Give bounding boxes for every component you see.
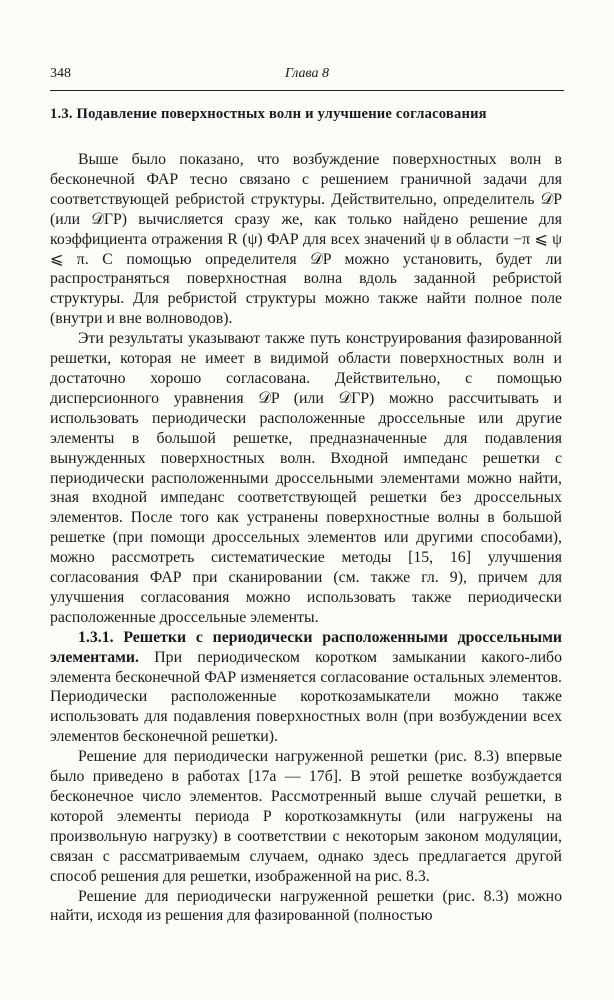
paragraph: Выше было показано, что возбуждение поверхностных волн в бесконечной ФАР тесно связано с решением граничной задачи для соответствующей ребристой структуры. Действительно, определитель 𝒟P (или 𝒟ΓP) вычисляется сразу же, как только найдено решение для коэффициента отражения R (ψ) ФАР для всех значений ψ в области −π ⩽ ψ ⩽ π. С помощью определителя 𝒟P можно установить, будет ли распространяться поверхностная волна вдоль заданной ребристой структуры. Для ребристой структуры можно также найти полное поле (внутри и вне волноводов).: [50, 151, 562, 328]
page-number: 348: [50, 66, 71, 81]
paragraph: Эти результаты указывают также путь конструирования фазированной решетки, которая не имеет в видимой области поверхностных волн и достаточно хорошо согласована. Действительно, с помощью дисперсионного уравнения 𝒟P (или 𝒟ΓP) можно рассчитывать и использовать периодически расположенные дроссельные или другие элементы в большой решетке, предназначенные для подавления вынужденных поверхностных волн. Входной импеданс решетки с периодически расположенными дроссельными элементами можно найти, зная входной импеданс соответствующей решетки без дроссельных элементов. После того как устранены поверхностные волны в большой решетке (при помощи дроссельных элементов или другими способами), можно рассмотреть систематические методы [15, 16] улучшения согласования ФАР при сканировании (см. также гл. 9), причем для улучшения согласования можно использовать также периодически расположенные дроссельные элементы.: [50, 330, 562, 626]
section-title: 1.3. Подавление поверхностных волн и улучшение согласования: [50, 106, 487, 122]
running-head: Глава 8: [285, 66, 329, 81]
paragraph-text: При периодическом коротком замыкании какого-либо элемента бесконечной ФАР изменяется согласование остальных элементов. Периодически расположенные короткозамыкатели можно также использовать для подавления поверхностных волн (при возбуждении всех элементов бесконечной решетки).: [50, 648, 562, 746]
page-header: [50, 66, 564, 84]
header-rule: [50, 90, 564, 91]
body-text: [50, 150, 562, 926]
subsection-title: 1.3.1. Решетки с периодически расположенными дроссельными элементами.: [50, 628, 562, 666]
paragraph: [50, 628, 562, 747]
paragraph: Решение для периодически нагруженной решетки (рис. 8.3) можно найти, исходя из решения для фазированной (полностью: [50, 887, 562, 925]
paragraph: Решение для периодически нагруженной решетки (рис. 8.3) впервые было приведено в работах [17а — 17б]. В этой решетке возбуждается бесконечное число элементов. Рассмотренный выше случай решетки, в которой элементы периода P короткозамкнуты (или нагружены на произвольную нагрузку) в соответствии с некоторым законом модуляции, связан с рассматриваемым случаем, однако здесь предлагается другой способ решения для решетки, изображенной на рис. 8.3.: [50, 748, 562, 885]
